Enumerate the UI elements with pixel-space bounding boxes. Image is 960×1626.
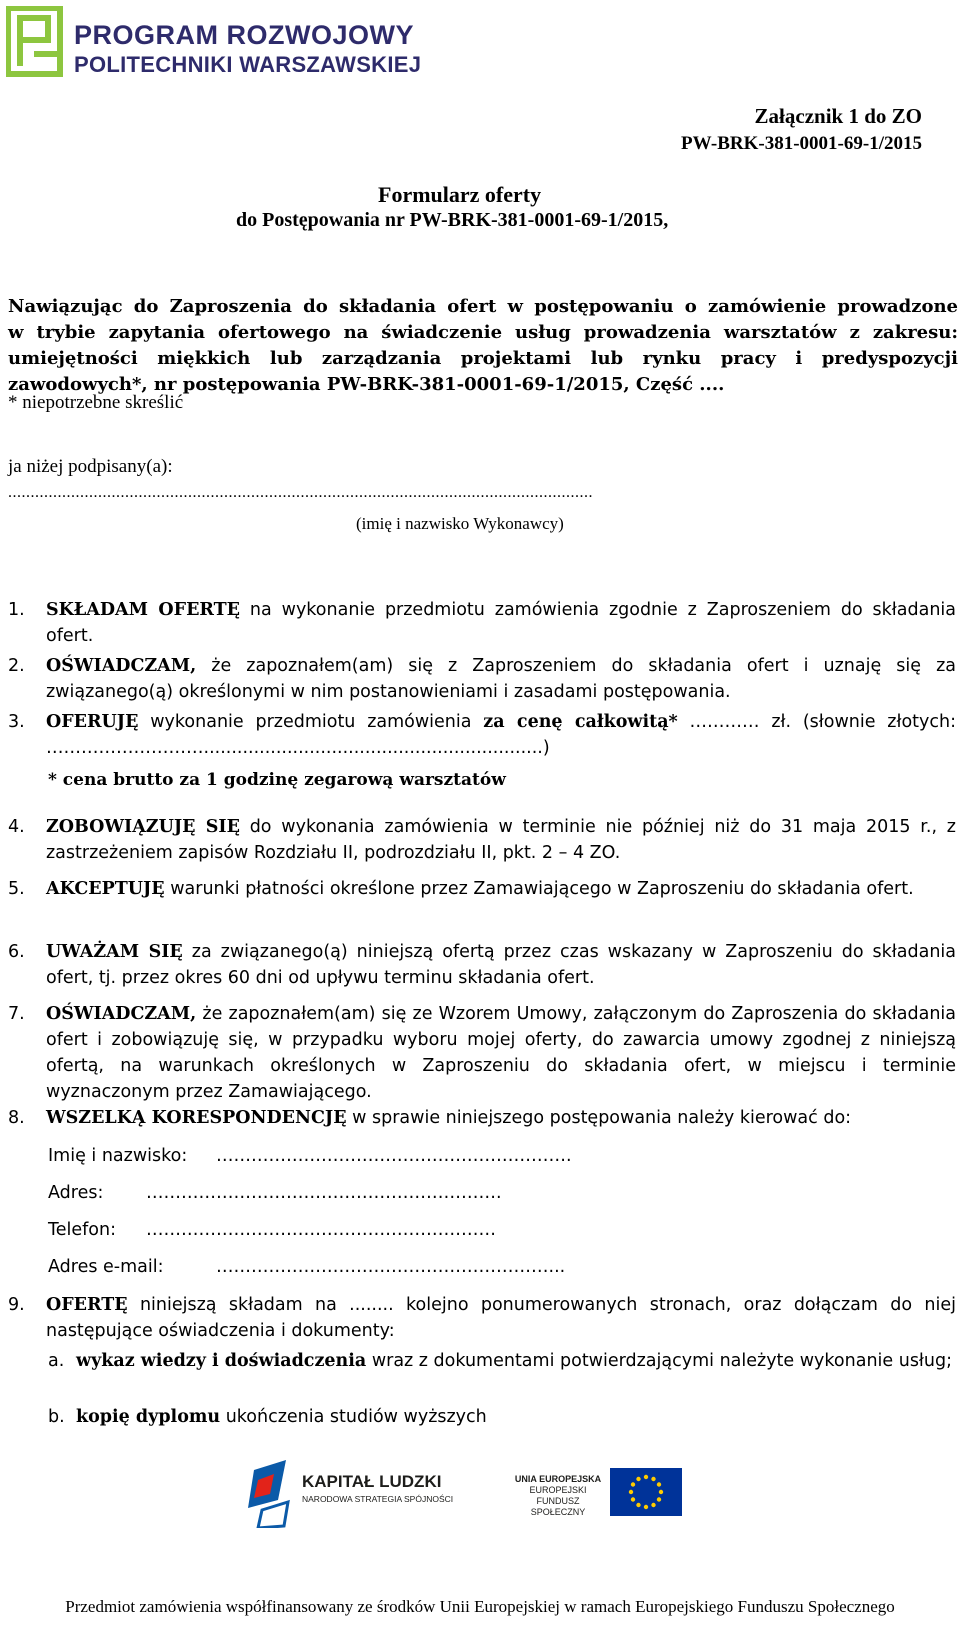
item-text bbox=[46, 653, 956, 705]
eu-line1: UNIA EUROPEJSKA bbox=[514, 1474, 602, 1484]
item-number: 4. bbox=[8, 817, 25, 837]
intro-paragraph bbox=[8, 294, 958, 398]
kl-title: KAPITAŁ LUDZKI bbox=[302, 1472, 442, 1491]
contact-address-field[interactable]: ……………………………………………………. bbox=[146, 1183, 502, 1203]
item-number: 3. bbox=[8, 712, 25, 732]
contact-phone-field[interactable]: …………………………………………………… bbox=[146, 1220, 496, 1240]
kl-subtitle: NARODOWA STRATEGIA SPÓJNOŚCI bbox=[302, 1494, 454, 1504]
price-label: za cenę całkowitą* bbox=[483, 712, 678, 732]
contractor-name-caption: (imię i nazwisko Wykonawcy) bbox=[356, 514, 564, 533]
price-footnote: * cena brutto za 1 godzinę zegarową warsztatów bbox=[48, 770, 506, 790]
eu-line2: EUROPEJSKI bbox=[529, 1485, 587, 1495]
program-logo-icon bbox=[6, 6, 66, 78]
item-body: w sprawie niniejszego postępowania należy kierować do: bbox=[346, 1108, 852, 1128]
item-number: 7. bbox=[8, 1004, 25, 1024]
item-bold: OFERUJĘ bbox=[46, 712, 139, 732]
contact-name-label: Imię i nazwisko: bbox=[48, 1146, 188, 1166]
item-body: na wykonanie przedmiotu zamówienia zgodnie z Zaproszeniem do składania ofert. bbox=[46, 600, 957, 646]
contact-address-label: Adres: bbox=[48, 1183, 104, 1203]
item-body: że zapoznałem(am) się ze Wzorem Umowy, załączonym do Zaproszenia do składania ofert i zobowiązuję się, w przypadku wyboru mojej oferty, do zawarcia umowy zgodnej z niniejszą ofertą, na warunkach określonych w Zaproszeniu do składania ofert, w miejscu i terminie wyznaczonym przez Zamawiającego. bbox=[46, 1004, 956, 1102]
sub-item-text bbox=[76, 1404, 956, 1430]
form-title-sub: do Postępowania nr PW-BRK-381-0001-69-1/2015, bbox=[236, 209, 669, 231]
eu-text bbox=[512, 1474, 604, 1518]
item-body: niniejszą składam na ........ kolejno ponumerowanych stronach, oraz dołączam do niej następujące oświadczenia i dokumenty: bbox=[46, 1295, 956, 1341]
item-text bbox=[46, 814, 956, 866]
eu-flag-icon bbox=[610, 1468, 682, 1516]
program-logo bbox=[6, 6, 422, 82]
annex-number: PW-BRK-381-0001-69-1/2015 bbox=[681, 133, 922, 154]
declarations-list bbox=[8, 597, 956, 1437]
sub-item-body: wraz z dokumentami potwierdzającymi należyte wykonanie usług; bbox=[366, 1351, 953, 1371]
intro-line: zawodowych*, nr postępowania PW-BRK-381-0001-69-1/2015, Część .... bbox=[8, 374, 725, 395]
contact-email-label: Adres e-mail: bbox=[48, 1257, 164, 1277]
sub-item-bold: wykaz wiedzy i doświadczenia bbox=[76, 1351, 367, 1371]
footer-funding-note: Przedmiot zamówienia współfinansowany ze środków Unii Europejskiej w ramach Europejskiego Funduszu Społecznego bbox=[65, 1597, 895, 1616]
item-bold: OFERTĘ bbox=[46, 1295, 128, 1315]
sub-item-bold: kopię dyplomu bbox=[76, 1407, 221, 1427]
item-number: 2. bbox=[8, 656, 25, 676]
contractor-name-field[interactable]: .................................................................................................................................. bbox=[8, 484, 593, 501]
item-bold: WSZELKĄ KORESPONDENCJĘ bbox=[46, 1108, 347, 1128]
item-text bbox=[46, 876, 956, 902]
contact-phone-label: Telefon: bbox=[48, 1220, 116, 1240]
item-bold: OŚWIADCZAM, bbox=[46, 1004, 197, 1024]
sub-item-body: ukończenia studiów wyższych bbox=[220, 1407, 487, 1427]
annex-reference bbox=[681, 104, 922, 155]
item-number: 8. bbox=[8, 1108, 25, 1128]
annex-title: Załącznik 1 do ZO bbox=[754, 104, 922, 128]
price-field[interactable]: ………… zł. (słownie złotych: ……………………….............................................................) bbox=[46, 712, 956, 758]
item-body: że zapoznałem(am) się z Zaproszeniem do składania ofert i uznaję się za związanego(ą) określonymi w nim postanowieniami i zasadami postępowania. bbox=[46, 656, 956, 702]
item-text bbox=[46, 1105, 956, 1131]
item-text bbox=[46, 1001, 956, 1105]
eu-line3: FUNDUSZ SPOŁECZNY bbox=[530, 1496, 586, 1517]
signed-label: ja niżej podpisany(a): bbox=[8, 456, 173, 477]
item-bold: UWAŻAM SIĘ bbox=[46, 942, 183, 962]
item-body: wykonanie przedmiotu zamówienia bbox=[138, 712, 484, 732]
sub-item-letter: b. bbox=[48, 1407, 65, 1427]
item-number: 1. bbox=[8, 600, 25, 620]
footnote-strike: * niepotrzebne skreślić bbox=[8, 392, 184, 413]
contact-name-field[interactable]: ……………………………………………………. bbox=[216, 1146, 572, 1166]
item-bold: OŚWIADCZAM, bbox=[46, 656, 197, 676]
logo-title: PROGRAM ROZWOJOWY bbox=[74, 20, 414, 50]
item-body: do wykonania zamówienia w terminie nie później niż do 31 maja 2015 r., z zastrzeżeniem zapisów Rozdziału II, podrozdziału II, pkt. 2 – 4 ZO. bbox=[46, 817, 956, 863]
item-bold: AKCEPTUJĘ bbox=[46, 879, 165, 899]
item-bold: ZOBOWIĄZUJĘ SIĘ bbox=[46, 817, 240, 837]
sub-item-letter: a. bbox=[48, 1351, 65, 1371]
item-number: 5. bbox=[8, 879, 25, 899]
kapital-ludzki-logo-icon bbox=[248, 1460, 292, 1528]
item-body: warunki płatności określone przez Zamawiającego w Zaproszeniu do składania ofert. bbox=[164, 879, 914, 899]
item-text bbox=[46, 1292, 956, 1344]
item-text bbox=[46, 939, 956, 991]
item-body: za związanego(ą) niniejszą ofertą przez czas wskazany w Zaproszeniu do składania ofert, tj. przez okres 60 dni od upływu terminu składania ofert. bbox=[46, 942, 956, 988]
form-title-main: Formularz oferty bbox=[378, 182, 542, 207]
item-bold: SKŁADAM OFERTĘ bbox=[46, 600, 241, 620]
intro-line: umiejętności miękkich lub zarządzania projektami lub rynku pracy i predyspozycji bbox=[8, 348, 958, 369]
item-number: 6. bbox=[8, 942, 25, 962]
item-text bbox=[46, 709, 956, 761]
funding-logos bbox=[240, 1460, 700, 1540]
logo-subtitle: POLITECHNIKI WARSZAWSKIEJ bbox=[74, 52, 422, 77]
intro-line: w trybie zapytania ofertowego na świadczenie usług prowadzenia warsztatów z zakresu: bbox=[8, 322, 958, 343]
intro-line: Nawiązując do Zaproszenia do składania ofert w postępowaniu o zamówienie prowadzone bbox=[8, 296, 958, 317]
item-text bbox=[46, 597, 956, 649]
sub-item-text bbox=[76, 1348, 956, 1374]
contact-email-field[interactable]: …………………………………………………... bbox=[216, 1257, 566, 1277]
item-number: 9. bbox=[8, 1295, 25, 1315]
